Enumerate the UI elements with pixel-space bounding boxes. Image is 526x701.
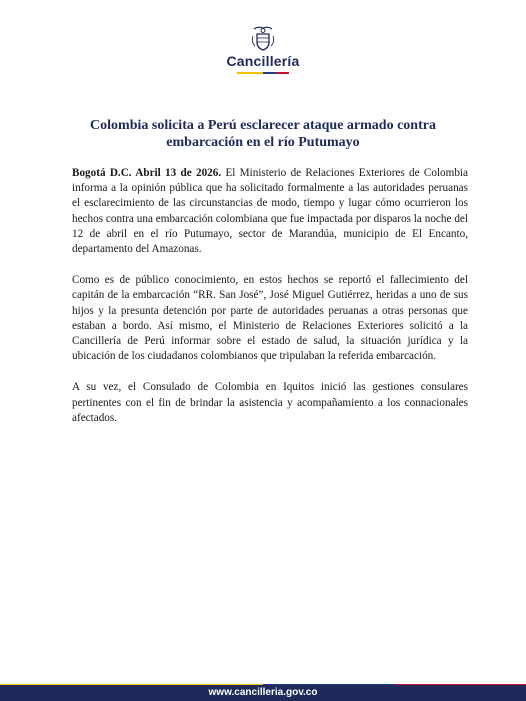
footer	[0, 685, 526, 701]
footer-url[interactable]: www.cancilleria.gov.co	[208, 687, 318, 698]
paragraph-2: Como es de público conocimiento, en estos hechos se reportó el fallecimiento del capitán de la embarcación “RR. San José”, José Miguel Gutiérrez, heridas a uno de sus hijos y la presunta detención por parte de autoridades peruanas a otras personas que estaban a bordo. Así mismo, el Ministerio de Relaciones Exteriores solicitó a la Cancillería de Perú informar sobre el estado de salud, la situación jurídica y la ubicación de los ciudadanos colombianos que tripulaban la referida embarcación.	[72, 274, 468, 363]
press-release-title: Colombia solicita a Perú esclarecer ataque armado contra embarcación en el río Putumayo	[90, 118, 436, 150]
paragraph-1-text: El Ministerio de Relaciones Exteriores de Colombia informa a la opinión pública que ha solicitado formalmente a las autoridades peruanas el esclarecimiento de las circunstancias de modo, tiempo y lugar cómo ocurrieron los hechos contra una embarcación colombiana que fue impactada por disparos la noche del 12 de abril en el río Putumayo, sector de Marandúa, municipio de El Encanto, departamento del Amazonas.	[72, 167, 468, 256]
brand-name: Cancillería	[226, 53, 300, 69]
press-release-body	[72, 166, 468, 442]
dateline: Bogotá D.C. Abril 13 de 2026.	[72, 167, 222, 179]
paragraph-3: A su vez, el Consulado de Colombia en Iquitos inició las gestiones consulares pertinentes con el fin de brindar la asistencia y acompañamiento a los connacionales afectados.	[72, 381, 468, 424]
flag-bar	[237, 72, 289, 74]
paragraph-1	[72, 166, 468, 257]
header	[0, 26, 526, 74]
coat-of-arms-icon	[251, 26, 275, 52]
